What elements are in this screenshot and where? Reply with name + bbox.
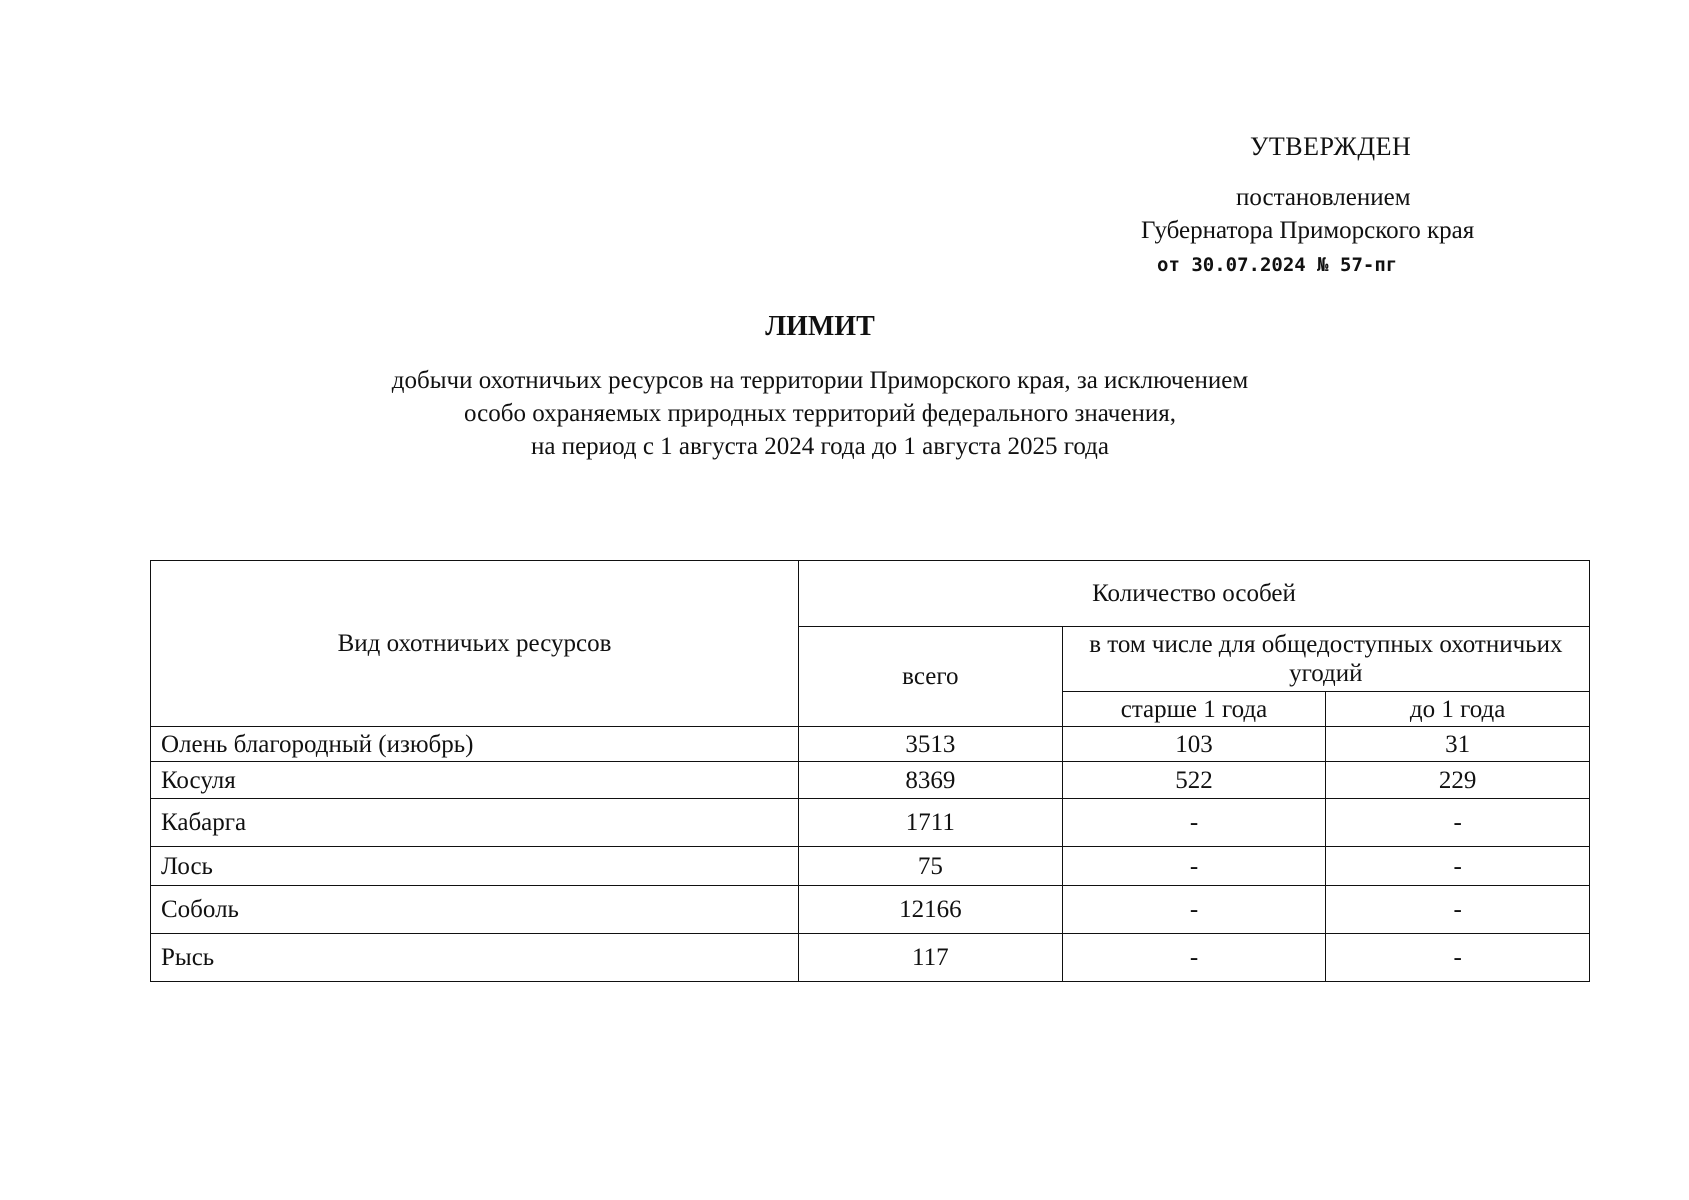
header-total: всего [799, 627, 1063, 727]
cell-species: Рысь [151, 934, 799, 982]
cell-under-1-year: - [1326, 799, 1590, 847]
subtitle-line: на период с 1 августа 2024 года до 1 августа 2025 года [530, 433, 1109, 460]
cell-over-1-year: - [1062, 847, 1326, 886]
header-under-1-year: до 1 года [1326, 692, 1590, 727]
table-row [151, 934, 1590, 982]
cell-over-1-year: - [1062, 799, 1326, 847]
subtitle-line: особо охраняемых природных территорий федерального значения, [464, 400, 1176, 427]
cell-over-1-year: - [1062, 934, 1326, 982]
document-title: ЛИМИТ [765, 311, 875, 342]
table-row [151, 799, 1590, 847]
cell-total: 12166 [799, 886, 1063, 934]
table-row [151, 727, 1590, 762]
table-row [151, 847, 1590, 886]
header-public: в том числе для общедоступных охотничьих угодий [1062, 627, 1589, 692]
cell-under-1-year: - [1326, 934, 1590, 982]
cell-species: Косуля [151, 762, 799, 799]
cell-species: Кабарга [151, 799, 799, 847]
approval-by: постановлением [1236, 184, 1411, 211]
cell-under-1-year: 229 [1326, 762, 1590, 799]
cell-total: 8369 [799, 762, 1063, 799]
cell-total: 3513 [799, 727, 1063, 762]
cell-under-1-year: - [1326, 886, 1590, 934]
document-subtitle [0, 364, 1640, 463]
cell-over-1-year: - [1062, 886, 1326, 934]
limits-table [150, 560, 1590, 982]
cell-under-1-year: - [1326, 847, 1590, 886]
header-over-1-year: старше 1 года [1062, 692, 1326, 727]
header-species: Вид охотничьих ресурсов [151, 561, 799, 727]
table-row [151, 762, 1590, 799]
cell-total: 117 [799, 934, 1063, 982]
cell-total: 1711 [799, 799, 1063, 847]
cell-species: Олень благородный (изюбрь) [151, 727, 799, 762]
cell-species: Соболь [151, 886, 799, 934]
cell-total: 75 [799, 847, 1063, 886]
table-row [151, 886, 1590, 934]
header-quantity: Количество особей [799, 561, 1590, 627]
subtitle-line: добычи охотничьих ресурсов на территории Приморского края, за исключением [391, 367, 1249, 394]
cell-species: Лось [151, 847, 799, 886]
decree-number: от 30.07.2024 № 57-пг [1157, 254, 1398, 276]
cell-under-1-year: 31 [1326, 727, 1590, 762]
approval-heading: УТВЕРЖДЕН [1250, 132, 1412, 161]
approval-issuer: Губернатора Приморского края [1141, 217, 1475, 244]
cell-over-1-year: 103 [1062, 727, 1326, 762]
cell-over-1-year: 522 [1062, 762, 1326, 799]
